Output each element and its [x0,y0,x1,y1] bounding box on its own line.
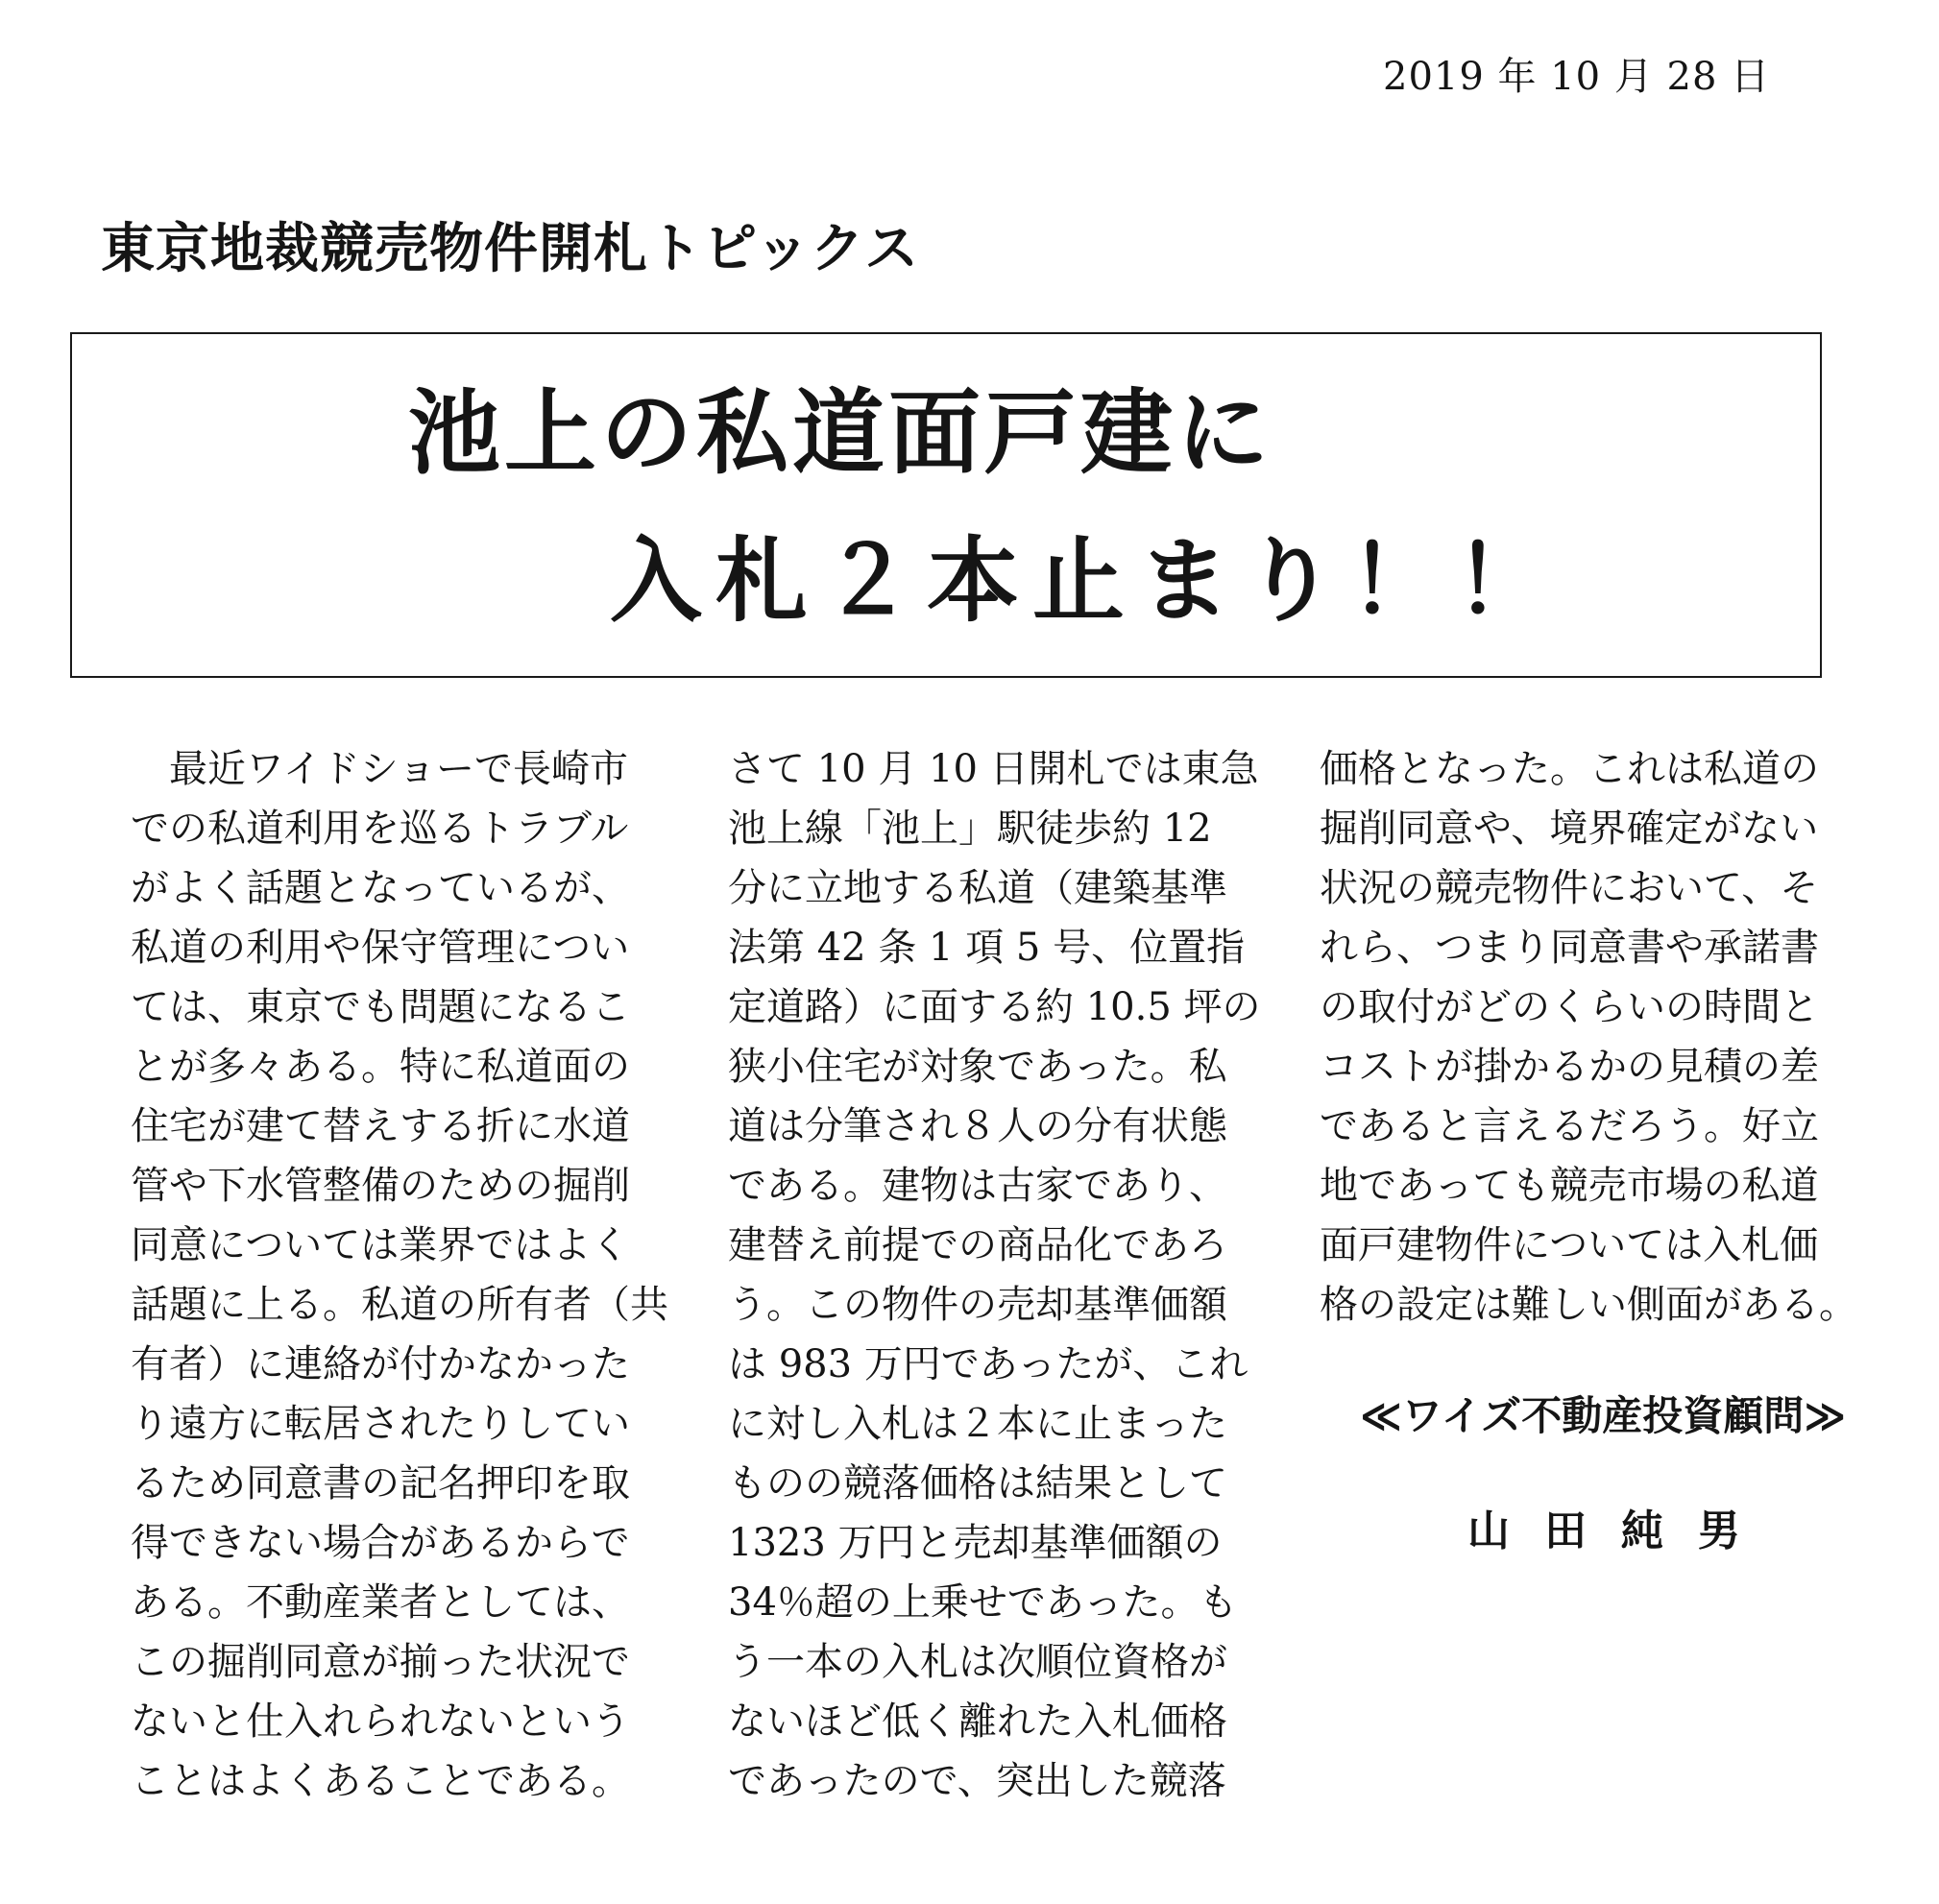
article-column-1 [131,739,668,1811]
article-line: であったので、突出した競落 [728,1759,1226,1803]
article-line: 建替え前提での商品化であろ [728,1223,1227,1267]
article-line: に対し入札は２本に止まった [728,1402,1227,1446]
article-line: ことはよくあることである。 [131,1759,630,1803]
publication-date: 2019 年 10 月 28 日 [1383,55,1771,99]
article-line: れら、つまり同意書や承諾書 [1320,926,1819,970]
article-line: ものの競落価格は結果として [728,1461,1227,1506]
article-line: である。建物は古家であり、 [728,1164,1227,1208]
headline-line-2: 入札２本止まり！！ [610,527,1561,635]
article-line: での私道利用を巡るトラブル [131,807,629,851]
article-line: であると言えるだろう。好立 [1320,1104,1819,1148]
article-line: 道は分筆され８人の分有状態 [728,1104,1227,1148]
article-line: 34％超の上乗せであった。も [728,1580,1238,1625]
article-line: ないほど低く離れた入札価格 [728,1699,1227,1744]
article-line: 定道路）に面する約 10.5 坪の [728,985,1261,1029]
section-title: 東京地裁競売物件開札トピックス [101,218,920,280]
article-column-3 [1320,739,1857,1335]
article-column-2 [728,739,1261,1811]
article-line: り遠方に転居されたりしてい [131,1402,630,1446]
article-line: 狭小住宅が対象であった。私 [728,1045,1227,1089]
article-line: は 983 万円であったが、これ [728,1342,1248,1386]
article-line: 掘削同意や、境界確定がない [1320,807,1819,851]
article-line: さて 10 月 10 日開札では東急 [728,747,1259,791]
article-line: う。この物件の売却基準価額 [728,1283,1227,1327]
article-line: この掘削同意が揃った状況で [131,1640,630,1684]
article-line: 地であっても競売市場の私道 [1320,1164,1819,1208]
article-line: コストが掛かるかの見積の差 [1320,1045,1819,1089]
article-line: 法第 42 条 1 項 5 号、位置指 [728,926,1246,970]
article-line: ないと仕入れられないという [131,1699,630,1744]
article-line: 有者）に連絡が付かなかった [131,1342,630,1386]
author-organization: ≪ワイズ不動産投資顧問≫ [1360,1392,1847,1439]
article-line: 面戸建物件については入札価 [1320,1223,1819,1267]
article-line: う一本の入札は次順位資格が [728,1640,1227,1684]
article-line: 得できない場合があるからで [131,1521,630,1565]
article-line: ては、東京でも問題になるこ [131,985,630,1029]
article-line: ある。不動産業者としては、 [131,1580,630,1625]
article-line: るため同意書の記名押印を取 [131,1461,630,1506]
article-line: 格の設定は難しい側面がある。 [1320,1283,1857,1327]
article-line: 住宅が建て替えする折に水道 [131,1104,630,1148]
article-line: 最近ワイドショーで長崎市 [131,747,628,791]
article-line: 分に立地する私道（建築基準 [728,866,1227,910]
article-line: 同意については業界ではよく [131,1223,630,1267]
article-line: 1323 万円と売却基準価額の [728,1521,1223,1565]
author-name: 山田純男 [1467,1506,1775,1555]
article-line: 話題に上る。私道の所有者（共 [131,1283,668,1327]
article-line: とが多々ある。特に私道面の [131,1045,630,1089]
headline-box [70,332,1822,678]
headline-line-1: 池上の私道面戸建に [408,379,1272,487]
article-line: がよく話題となっているが、 [131,866,630,910]
article-line: 価格となった。これは私道の [1320,747,1819,791]
article-line: 状況の競売物件において、そ [1320,866,1819,910]
article-line: 私道の利用や保守管理につい [131,926,630,970]
article-line: 管や下水管整備のための掘削 [131,1164,630,1208]
article-line: の取付がどのくらいの時間と [1320,985,1819,1029]
article-line: 池上線「池上」駅徒歩約 12 [728,807,1212,851]
